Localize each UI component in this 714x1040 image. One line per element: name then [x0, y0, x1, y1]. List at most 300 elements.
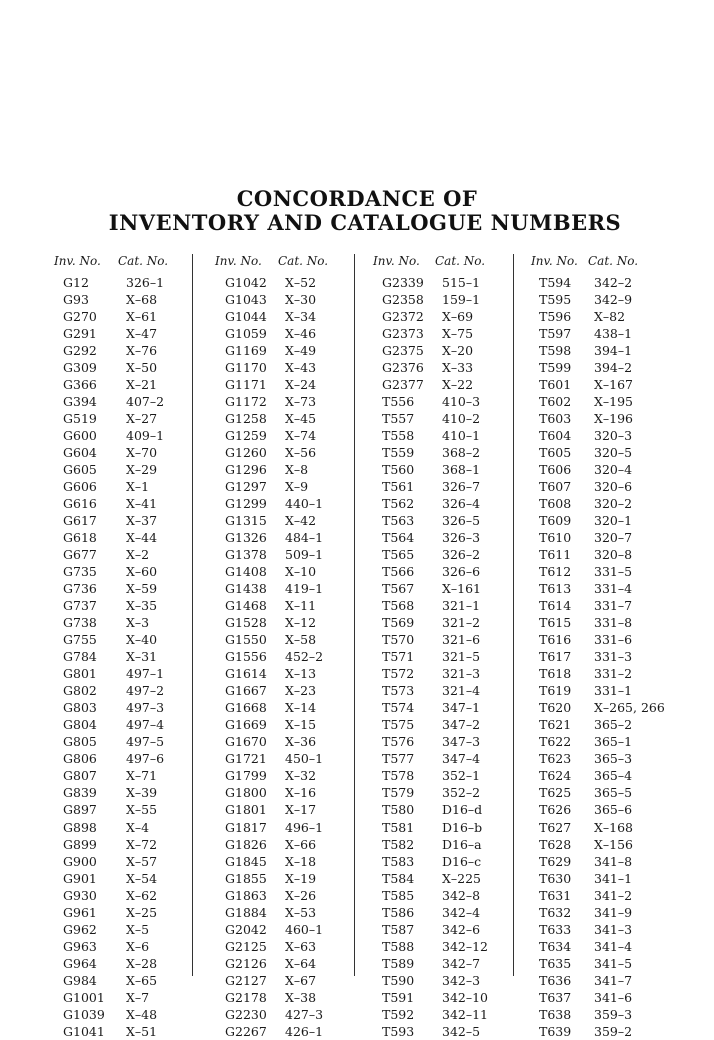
- inventory-number: G961: [63, 904, 97, 920]
- inventory-number: T581: [382, 819, 415, 835]
- inv-no-header: Inv. No.: [215, 254, 262, 268]
- page-title-line-1: CONCORDANCE OF: [236, 186, 478, 211]
- inventory-number: T560: [382, 462, 415, 478]
- table-row: [531, 853, 681, 870]
- catalogue-number: 342–11: [442, 1006, 489, 1022]
- inventory-number: T632: [539, 904, 572, 920]
- table-row: [54, 921, 204, 938]
- inventory-number: T571: [382, 649, 415, 665]
- inventory-number: T582: [382, 836, 415, 852]
- table-row: [373, 1023, 523, 1040]
- inventory-number: T563: [382, 513, 415, 529]
- table-row: [54, 342, 204, 359]
- catalogue-number: D16–b: [442, 819, 483, 835]
- inventory-number: G1315: [225, 513, 267, 529]
- table-row: [215, 819, 365, 836]
- concordance-column-4: [531, 254, 681, 1040]
- inventory-number: T605: [539, 445, 572, 461]
- inventory-number: G807: [63, 768, 97, 784]
- cat-no-header: Cat. No.: [435, 254, 486, 268]
- catalogue-number: X–58: [285, 632, 317, 648]
- inventory-number: T557: [382, 411, 415, 427]
- table-row: [373, 427, 523, 444]
- cat-no-header: Cat. No.: [278, 254, 329, 268]
- catalogue-number: 515–1: [442, 275, 481, 290]
- table-row: [54, 614, 204, 631]
- inventory-number: T576: [382, 734, 415, 750]
- catalogue-number: 321–2: [442, 615, 481, 631]
- table-row: [215, 410, 365, 427]
- table-row: [373, 597, 523, 614]
- catalogue-number: 409–1: [126, 428, 165, 444]
- inventory-number: T636: [539, 972, 572, 988]
- table-row: [54, 733, 204, 750]
- table-row: [531, 665, 681, 682]
- inventory-number: G1326: [225, 530, 267, 546]
- inventory-number: G2230: [225, 1006, 267, 1022]
- table-row: [215, 359, 365, 376]
- catalogue-number: 331–7: [594, 598, 633, 614]
- inventory-number: T611: [539, 547, 572, 563]
- catalogue-number: D16–a: [442, 836, 482, 852]
- table-row: [531, 631, 681, 648]
- inventory-number: G1826: [225, 836, 267, 852]
- table-row: [215, 682, 365, 699]
- table-row: [373, 819, 523, 836]
- inventory-number: T585: [382, 887, 415, 903]
- catalogue-number: 365–4: [594, 768, 633, 784]
- inventory-number: T609: [539, 513, 572, 529]
- inventory-number: T586: [382, 904, 415, 920]
- table-row: [531, 495, 681, 512]
- table-row: [54, 393, 204, 410]
- inventory-number: G1863: [225, 887, 267, 903]
- table-row: [373, 716, 523, 733]
- inventory-number: G616: [63, 496, 97, 512]
- catalogue-number: X–36: [285, 734, 317, 750]
- inventory-number: G1550: [225, 632, 267, 648]
- table-row: [215, 887, 365, 904]
- table-row: [373, 308, 523, 325]
- catalogue-number: 320–4: [594, 462, 633, 478]
- catalogue-number: 320–1: [594, 513, 633, 529]
- table-row: [215, 836, 365, 853]
- table-row: [215, 989, 365, 1006]
- inventory-number: G805: [63, 734, 97, 750]
- catalogue-number: X–161: [442, 581, 482, 597]
- table-row: [373, 529, 523, 546]
- inventory-number: T591: [382, 989, 415, 1005]
- catalogue-number: X–60: [126, 564, 158, 580]
- table-row: [373, 870, 523, 887]
- inventory-number: G1044: [225, 309, 267, 325]
- inventory-number: T613: [539, 581, 572, 597]
- catalogue-number: X–17: [285, 802, 317, 818]
- inventory-number: G897: [63, 802, 97, 818]
- catalogue-number: 365–3: [594, 751, 633, 767]
- inventory-number: T633: [539, 921, 572, 937]
- catalogue-number: X–35: [126, 598, 158, 614]
- table-row: [54, 904, 204, 921]
- table-row: [373, 410, 523, 427]
- inventory-number: G2375: [382, 343, 424, 359]
- catalogue-number: X–10: [285, 564, 317, 580]
- catalogue-number: X–22: [442, 377, 474, 393]
- catalogue-number: X–265, 266: [594, 700, 665, 716]
- table-row: [54, 631, 204, 648]
- table-row: [373, 325, 523, 342]
- inventory-number: G1667: [225, 683, 267, 699]
- catalogue-number: X–9: [285, 479, 309, 495]
- inventory-number: G2125: [225, 938, 267, 954]
- table-row: [54, 972, 204, 989]
- table-row: [373, 836, 523, 853]
- inventory-number: T569: [382, 615, 415, 631]
- table-row: [215, 478, 365, 495]
- inventory-number: G1468: [225, 598, 267, 614]
- inventory-number: G930: [63, 887, 97, 903]
- table-row: [373, 478, 523, 495]
- catalogue-number: 365–1: [594, 734, 633, 750]
- inventory-number: G309: [63, 360, 97, 376]
- inventory-number: G394: [63, 394, 97, 410]
- inventory-number: G292: [63, 343, 97, 359]
- inventory-number: G1408: [225, 564, 267, 580]
- table-row: [531, 870, 681, 887]
- table-row: [54, 325, 204, 342]
- inventory-number: G901: [63, 870, 97, 886]
- table-row: [215, 529, 365, 546]
- table-row: [215, 580, 365, 597]
- inventory-number: G1171: [225, 377, 267, 393]
- catalogue-number: 497–2: [126, 683, 165, 699]
- table-row: [531, 682, 681, 699]
- inventory-number: G2178: [225, 989, 267, 1005]
- catalogue-number: 497–6: [126, 751, 165, 767]
- table-row: [373, 614, 523, 631]
- inventory-number: T589: [382, 955, 415, 971]
- catalogue-number: 368–1: [442, 462, 481, 478]
- inventory-number: G270: [63, 309, 97, 325]
- inventory-number: G12: [63, 275, 89, 290]
- table-row: [54, 495, 204, 512]
- catalogue-number: 394–1: [594, 343, 633, 359]
- inventory-number: T615: [539, 615, 572, 631]
- catalogue-number: X–16: [285, 785, 317, 801]
- catalogue-number: X–72: [126, 836, 158, 852]
- table-row: [54, 989, 204, 1006]
- inventory-number: T623: [539, 751, 572, 767]
- catalogue-number: X–28: [126, 955, 158, 971]
- inventory-number: T624: [539, 768, 572, 784]
- catalogue-number: 497–4: [126, 717, 165, 733]
- cat-no-header: Cat. No.: [118, 254, 169, 268]
- catalogue-number: 331–6: [594, 632, 633, 648]
- catalogue-number: 321–6: [442, 632, 481, 648]
- table-row: [373, 359, 523, 376]
- inventory-number: G291: [63, 326, 97, 342]
- inv-no-header: Inv. No.: [531, 254, 578, 268]
- catalogue-number: X–43: [285, 360, 317, 376]
- catalogue-number: X–74: [285, 428, 317, 444]
- table-row: [531, 921, 681, 938]
- inventory-number: T584: [382, 870, 415, 886]
- catalogue-number: 347–3: [442, 734, 481, 750]
- inventory-number: G736: [63, 581, 97, 597]
- catalogue-number: 321–5: [442, 649, 481, 665]
- catalogue-number: X–1: [126, 479, 150, 495]
- inventory-number: G1669: [225, 717, 267, 733]
- catalogue-number: 159–1: [442, 292, 481, 308]
- inventory-number: G606: [63, 479, 97, 495]
- inventory-number: G1721: [225, 751, 267, 767]
- table-row: [373, 904, 523, 921]
- table-row: [531, 563, 681, 580]
- table-row: [531, 716, 681, 733]
- inventory-number: T628: [539, 836, 572, 852]
- concordance-column-3: [373, 254, 523, 1040]
- catalogue-number: 452–2: [285, 649, 324, 665]
- catalogue-number: 410–2: [442, 411, 481, 427]
- catalogue-number: 365–2: [594, 717, 633, 733]
- catalogue-number: 341–9: [594, 904, 633, 920]
- table-row: [54, 938, 204, 955]
- table-row: [373, 682, 523, 699]
- catalogue-number: X–33: [442, 360, 474, 376]
- inventory-number: G899: [63, 836, 97, 852]
- table-row: [531, 444, 681, 461]
- table-row: [531, 801, 681, 818]
- inventory-number: T606: [539, 462, 572, 478]
- inventory-number: T610: [539, 530, 572, 546]
- table-row: [373, 955, 523, 972]
- inventory-number: G1670: [225, 734, 267, 750]
- inventory-number: G93: [63, 292, 89, 308]
- catalogue-number: 321–1: [442, 598, 481, 614]
- table-row: [215, 376, 365, 393]
- table-row: [215, 750, 365, 767]
- inventory-number: G1169: [225, 343, 267, 359]
- table-row: [373, 291, 523, 308]
- catalogue-number: X–27: [126, 411, 158, 427]
- inventory-number: G1800: [225, 785, 267, 801]
- catalogue-number: 341–4: [594, 938, 633, 954]
- inventory-number: T616: [539, 632, 572, 648]
- table-row: [215, 427, 365, 444]
- inventory-number: T577: [382, 751, 415, 767]
- catalogue-number: 342–6: [442, 921, 481, 937]
- inventory-number: T630: [539, 870, 572, 886]
- inventory-number: T625: [539, 785, 572, 801]
- table-row: [215, 904, 365, 921]
- catalogue-number: X–38: [285, 989, 317, 1005]
- table-row: [531, 733, 681, 750]
- table-row: [373, 972, 523, 989]
- inventory-number: T573: [382, 683, 415, 699]
- table-row: [373, 921, 523, 938]
- inventory-number: G737: [63, 598, 97, 614]
- catalogue-number: X–30: [285, 292, 317, 308]
- inventory-number: G2126: [225, 955, 267, 971]
- table-row: [373, 801, 523, 818]
- catalogue-number: 326–1: [126, 275, 165, 290]
- catalogue-number: 359–2: [594, 1023, 633, 1039]
- catalogue-number: X–63: [285, 938, 317, 954]
- catalogue-number: 341–8: [594, 853, 633, 869]
- catalogue-number: X–53: [285, 904, 317, 920]
- table-row: [531, 955, 681, 972]
- table-row: [54, 546, 204, 563]
- catalogue-number: 320–3: [594, 428, 633, 444]
- inventory-number: T570: [382, 632, 415, 648]
- table-row: [215, 955, 365, 972]
- table-row: [531, 274, 681, 291]
- inventory-number: G1259: [225, 428, 267, 444]
- table-row: [373, 665, 523, 682]
- catalogue-number: X–196: [594, 411, 634, 427]
- table-row: [531, 512, 681, 529]
- inventory-number: G963: [63, 938, 97, 954]
- catalogue-number: 320–7: [594, 530, 633, 546]
- table-row: [215, 325, 365, 342]
- catalogue-number: X–67: [285, 972, 317, 988]
- catalogue-number: X–62: [126, 887, 158, 903]
- table-row: [54, 512, 204, 529]
- catalogue-number: X–52: [285, 275, 317, 290]
- table-row: [54, 887, 204, 904]
- table-row: [373, 938, 523, 955]
- catalogue-number: 331–1: [594, 683, 633, 699]
- inventory-number: T566: [382, 564, 415, 580]
- catalogue-number: X–15: [285, 717, 317, 733]
- catalogue-number: X–31: [126, 649, 158, 665]
- catalogue-number: 438–1: [594, 326, 633, 342]
- catalogue-number: 331–8: [594, 615, 633, 631]
- inventory-number: T597: [539, 326, 572, 342]
- table-row: [531, 784, 681, 801]
- inventory-number: G2042: [225, 921, 267, 937]
- catalogue-number: X–19: [285, 870, 317, 886]
- inventory-number: T635: [539, 955, 572, 971]
- catalogue-number: X–13: [285, 666, 317, 682]
- inventory-number: T556: [382, 394, 415, 410]
- column-header: [531, 254, 681, 274]
- table-row: [215, 291, 365, 308]
- inventory-number: T604: [539, 428, 572, 444]
- table-row: [54, 750, 204, 767]
- inventory-number: G802: [63, 683, 97, 699]
- table-row: [373, 767, 523, 784]
- table-row: [54, 767, 204, 784]
- table-row: [531, 546, 681, 563]
- table-row: [373, 461, 523, 478]
- inventory-number: T564: [382, 530, 415, 546]
- table-row: [54, 529, 204, 546]
- catalogue-number: X–8: [285, 462, 309, 478]
- table-row: [531, 342, 681, 359]
- inventory-number: T619: [539, 683, 572, 699]
- table-row: [373, 546, 523, 563]
- inventory-number: G1172: [225, 394, 267, 410]
- inventory-number: T622: [539, 734, 572, 750]
- inventory-number: T637: [539, 989, 572, 1005]
- inventory-number: T593: [382, 1023, 415, 1039]
- inventory-number: T568: [382, 598, 415, 614]
- inventory-number: T621: [539, 717, 572, 733]
- inventory-number: T596: [539, 309, 572, 325]
- inventory-number: T598: [539, 343, 572, 359]
- inventory-number: T590: [382, 972, 415, 988]
- inventory-number: G600: [63, 428, 97, 444]
- catalogue-number: X–5: [126, 921, 150, 937]
- inventory-number: G1614: [225, 666, 267, 682]
- table-row: [373, 376, 523, 393]
- table-row: [54, 682, 204, 699]
- table-row: [531, 819, 681, 836]
- catalogue-number: 347–4: [442, 751, 481, 767]
- inventory-number: T607: [539, 479, 572, 495]
- table-row: [531, 597, 681, 614]
- table-row: [54, 376, 204, 393]
- inventory-number: G519: [63, 411, 97, 427]
- catalogue-number: X–64: [285, 955, 317, 971]
- table-row: [373, 699, 523, 716]
- table-row: [531, 648, 681, 665]
- inventory-number: G803: [63, 700, 97, 716]
- catalogue-number: X–65: [126, 972, 158, 988]
- table-row: [373, 495, 523, 512]
- catalogue-number: 342–10: [442, 989, 489, 1005]
- catalogue-number: X–156: [594, 836, 634, 852]
- inventory-number: G604: [63, 445, 97, 461]
- inventory-number: T572: [382, 666, 415, 682]
- table-row: [215, 870, 365, 887]
- inventory-number: G2372: [382, 309, 424, 325]
- table-row: [54, 836, 204, 853]
- catalogue-number: X–47: [126, 326, 158, 342]
- table-row: [373, 444, 523, 461]
- catalogue-number: X–69: [442, 309, 474, 325]
- catalogue-number: X–23: [285, 683, 317, 699]
- inventory-number: T587: [382, 921, 415, 937]
- inventory-number: T594: [539, 275, 572, 290]
- catalogue-number: X–44: [126, 530, 158, 546]
- inventory-number: G1296: [225, 462, 267, 478]
- table-row: [215, 716, 365, 733]
- table-row: [215, 495, 365, 512]
- catalogue-number: 331–5: [594, 564, 633, 580]
- table-row: [531, 529, 681, 546]
- catalogue-number: X–42: [285, 513, 317, 529]
- catalogue-number: X–61: [126, 309, 158, 325]
- inventory-number: T626: [539, 802, 572, 818]
- catalogue-number: 326–7: [442, 479, 481, 495]
- page-title-line-2: INVENTORY AND CATALOGUE NUMBERS: [108, 210, 622, 235]
- catalogue-number: X–40: [126, 632, 158, 648]
- catalogue-number: X–3: [126, 615, 150, 631]
- inventory-number: G618: [63, 530, 97, 546]
- catalogue-number: X–82: [594, 309, 626, 325]
- table-row: [531, 938, 681, 955]
- table-row: [215, 938, 365, 955]
- inventory-number: G2267: [225, 1023, 267, 1039]
- inventory-number: G1297: [225, 479, 267, 495]
- catalogue-number: 326–2: [442, 547, 481, 563]
- catalogue-number: 352–1: [442, 768, 481, 784]
- inventory-number: T595: [539, 292, 572, 308]
- catalogue-number: 326–5: [442, 513, 481, 529]
- catalogue-number: X–167: [594, 377, 634, 393]
